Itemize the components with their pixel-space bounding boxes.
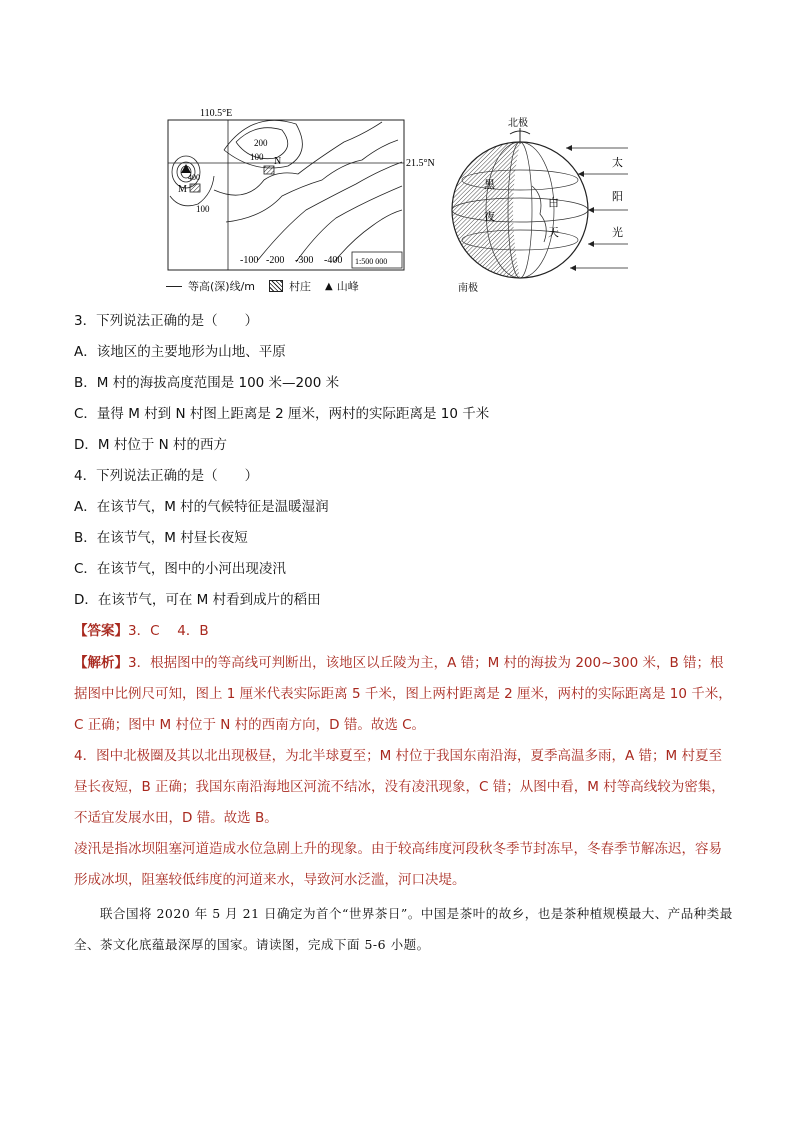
q3-stem: 3．下列说法正确的是（ ） — [74, 313, 259, 329]
answer-text: 3．C 4．B — [128, 623, 209, 639]
village-symbol — [269, 280, 283, 292]
tea-intro: 联合国将 2020 年 5 月 21 日确定为首个“世界茶日”。中国是茶叶的故乡，也是茶种植规模最大、产品种类最全、茶文化底蕴最深厚的国家。请读图，完成下面 5-6 小题。 — [74, 906, 733, 952]
night-char-1: 黑 — [484, 178, 495, 191]
analysis-p1 — [74, 648, 734, 741]
globe-diagram — [448, 114, 630, 294]
latitude-label: 21.5°N — [406, 158, 435, 169]
contour-map — [166, 100, 448, 276]
figure-area — [166, 100, 636, 300]
q4-stem: 4．下列说法正确的是（ ） — [74, 468, 259, 484]
peak-triangle-icon: ▲ — [325, 280, 333, 292]
q4-option-a: A．在该节气，M 村的气候特征是温暖湿润 — [74, 499, 329, 515]
q4-option-d: D．在该节气，可在 M 村看到成片的稻田 — [74, 592, 321, 608]
q3-option-d: D．M 村位于 N 村的西方 — [74, 437, 228, 453]
sun-char-1: 太 — [612, 156, 623, 169]
day-char-1: 白 — [548, 196, 559, 209]
q4-option-c: C．在该节气，图中的小河出现凌汛 — [74, 561, 286, 577]
sun-char-3: 光 — [612, 226, 623, 239]
q4-option-b: B．在该节气，M 村昼长夜短 — [74, 530, 248, 546]
north-pole-label: 北极 — [508, 118, 528, 129]
south-pole-label: 南极 — [458, 283, 478, 294]
village-n-label: N — [274, 156, 282, 167]
depth-label-300: -300 — [295, 255, 314, 266]
scale-label: 1:500 000 — [355, 257, 388, 266]
q3-option-c: C．量得 M 村到 N 村图上距离是 2 厘米，两村的实际距离是 10 千米 — [74, 406, 490, 422]
contour-label-100-n: 100 — [250, 152, 264, 162]
sun-char-2: 阳 — [612, 190, 623, 203]
legend-contour: 等高(深)线/m — [188, 280, 256, 293]
contour-label-100-m: 100 — [196, 204, 210, 214]
depth-label-400: -400 — [324, 255, 343, 266]
contour-label-400: 400 — [188, 173, 200, 182]
night-char-2: 夜 — [484, 210, 495, 223]
q3-option-a: A．该地区的主要地形为山地、平原 — [74, 344, 286, 360]
q3-option-b: B．M 村的海拔高度范围是 100 米—200 米 — [74, 375, 340, 391]
day-char-2: 天 — [548, 226, 559, 239]
analysis-tag: 【解析】 — [74, 655, 128, 671]
depth-label-100: -100 — [240, 255, 259, 266]
legend-village: 村庄 — [289, 280, 312, 293]
contour-line-symbol — [166, 286, 182, 287]
analysis-p3: 凌汛是指冰坝阻塞河道造成水位急剧上升的现象。由于较高纬度河段秋冬季节封冻早，冬春季节解冻迟，容易形成冰坝，阻塞较低纬度的河道来水，导致河水泛滥，河口决堤。 — [74, 841, 722, 888]
answer-tag: 【答案】 — [74, 623, 128, 639]
legend-peak: 山峰 — [336, 280, 359, 293]
depth-label-200: -200 — [266, 255, 285, 266]
village-m-label: M — [178, 184, 187, 195]
contour-label-200: 200 — [254, 138, 268, 148]
map-legend — [166, 278, 446, 294]
analysis-p1-text: 3．根据图中的等高线可判断出，该地区以丘陵为主，A 错；M 村的海拔为 200~300 米，B 错；根据图中比例尺可知，图上 1 厘米代表实际距离 5 千米，图上两村距离是 2 厘米，两村的实际距离是 10 千米，C 正确；图中 M 村位于 N 村的西南方向，D 错。故选 C。 — [74, 655, 732, 733]
answer-line — [74, 621, 734, 641]
longitude-label: 110.5°E — [200, 108, 233, 119]
analysis-p2: 4．图中北极圈及其以北出现极昼，为北半球夏至；M 村位于我国东南沿海，夏季高温多雨，A 错；M 村夏至昼长夜短，B 正确；我国东南沿海地区河流不结冰，没有凌汛现象，C 错；从图中看，M 村等高线较为密集，不适宜发展水田，D 错。故选 B。 — [74, 748, 725, 826]
